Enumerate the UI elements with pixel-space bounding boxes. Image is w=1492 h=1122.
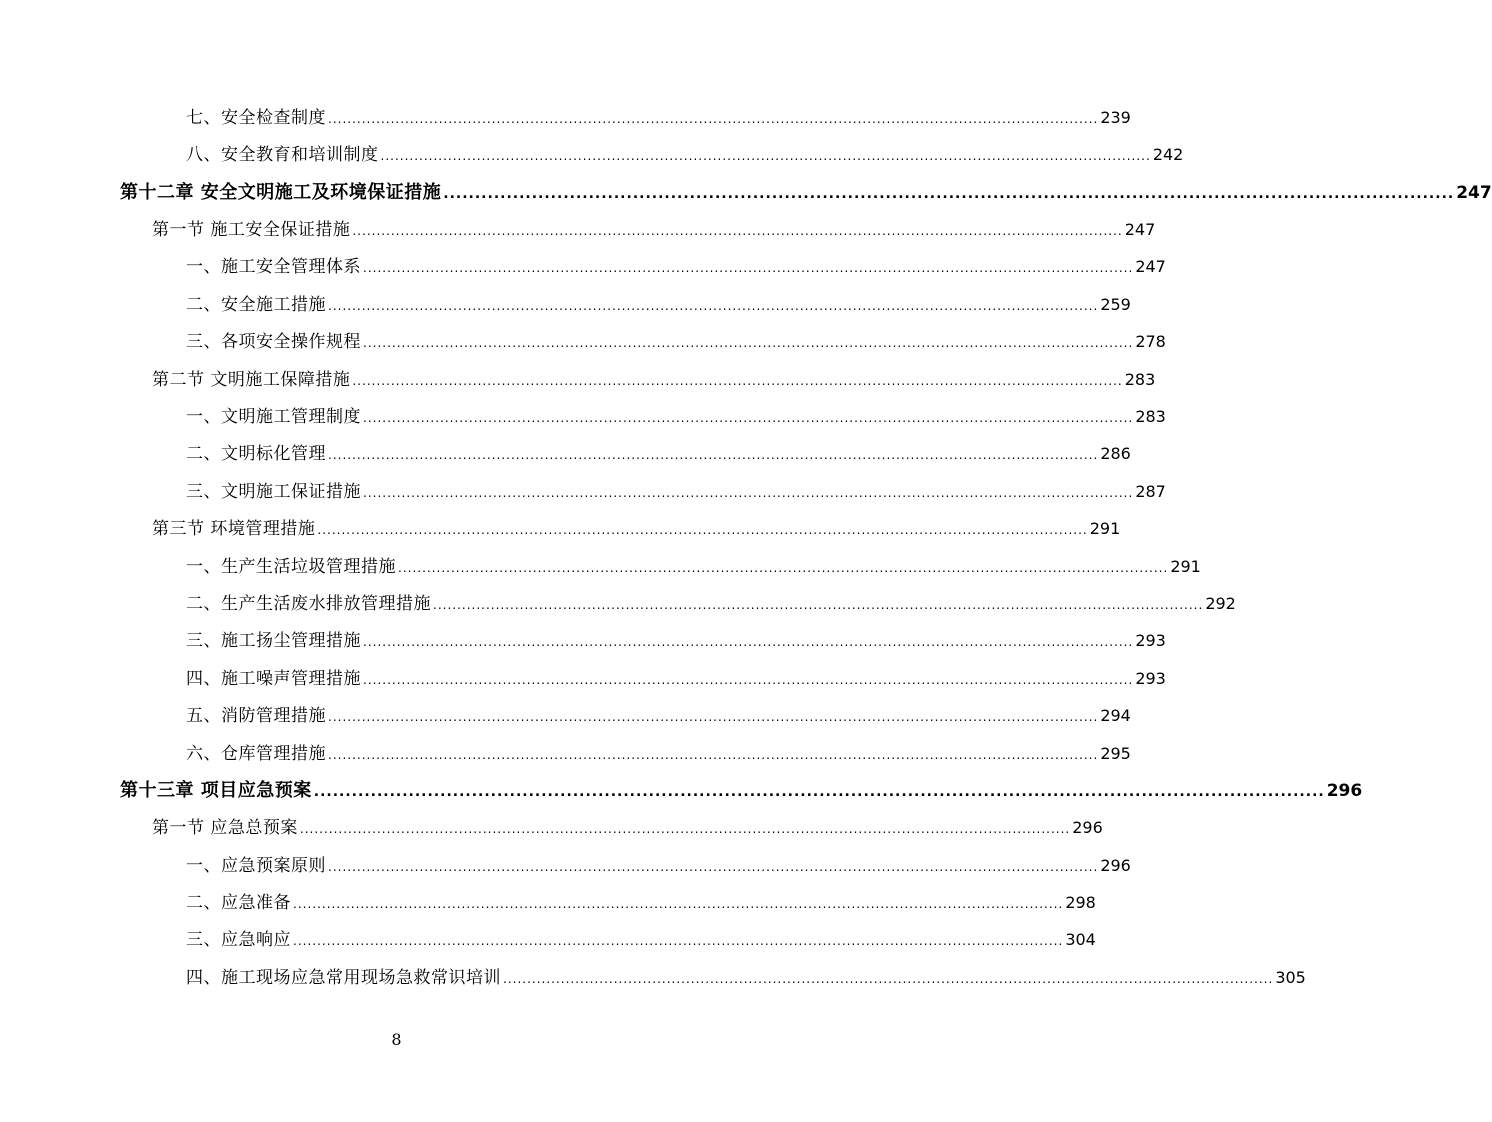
dot-leader: ................................................................................................................................................................: [433, 598, 1204, 612]
dot-leader: ................................................................................................................................................................: [293, 934, 1064, 948]
toc-entry-page: 242: [1152, 145, 1184, 164]
dot-leader: ................................................................................................................................................................: [352, 374, 1123, 388]
toc-entry[interactable]: [186, 480, 1166, 504]
toc-entry[interactable]: [186, 293, 1131, 317]
toc-chapter[interactable]: [120, 779, 1363, 803]
toc-entry-page: 295: [1100, 744, 1131, 763]
dot-leader: ................................................................................................................................................................: [352, 224, 1123, 238]
toc-entry[interactable]: [186, 891, 1096, 915]
toc-entry-label: 一、文明施工管理制度: [186, 407, 361, 427]
toc-entry-page: 259: [1100, 295, 1131, 314]
toc-entry-label: 第十三章 项目应急预案: [120, 780, 312, 801]
toc-entry[interactable]: [186, 704, 1131, 728]
toc-section[interactable]: [152, 218, 1156, 242]
toc-section[interactable]: [152, 368, 1156, 392]
dot-leader: ................................................................................................................................................................: [363, 336, 1134, 350]
toc-entry-page: 291: [1170, 557, 1201, 576]
toc-entry-label: 一、应急预案原则: [186, 856, 326, 876]
toc-entry-page: 239: [1100, 108, 1131, 127]
dot-leader: ................................................................................................................................................................: [328, 112, 1099, 126]
toc-entry-page: 296: [1100, 856, 1131, 875]
toc-entry-label: 五、消防管理措施: [186, 706, 326, 726]
toc-entry-page: 296: [1326, 781, 1363, 801]
toc-entry-page: 247: [1135, 257, 1166, 276]
toc-entry-page: 294: [1100, 706, 1131, 725]
toc-entry-label: 二、文明标化管理: [186, 444, 326, 464]
toc-entry[interactable]: [186, 742, 1131, 766]
dot-leader: ................................................................................................................................................................: [328, 860, 1099, 874]
toc-entry-page: 283: [1124, 370, 1156, 389]
toc-entry[interactable]: [186, 442, 1131, 466]
dot-leader: ................................................................................................................................................................: [380, 149, 1151, 163]
toc-entry-label: 三、文明施工保证措施: [186, 482, 361, 502]
dot-leader: ................................................................................................................................................................: [363, 635, 1134, 649]
dot-leader: ................................................................................................................................................................: [363, 411, 1134, 425]
toc-entry-page: 278: [1135, 332, 1166, 351]
toc-entry-label: 四、施工噪声管理措施: [186, 669, 361, 689]
toc-entry-label: 一、生产生活垃圾管理措施: [186, 557, 396, 577]
toc-entry-page: 304: [1065, 930, 1096, 949]
dot-leader: ................................................................................................................................................................: [398, 561, 1169, 575]
toc-entry-label: 第一节 应急总预案: [152, 818, 298, 838]
toc-entry[interactable]: [186, 255, 1166, 279]
dot-leader: ................................................................................................................................................................: [299, 822, 1071, 836]
toc-entry[interactable]: [186, 143, 1184, 167]
page-number: 8: [391, 1030, 402, 1049]
toc-entry-label: 一、施工安全管理体系: [186, 257, 361, 277]
toc-entry-label: 八、安全教育和培训制度: [186, 145, 379, 165]
toc-entry-label: 六、仓库管理措施: [186, 744, 326, 764]
toc-entry-page: 298: [1065, 893, 1096, 912]
toc-entry-label: 三、施工扬尘管理措施: [186, 631, 361, 651]
dot-leader: ................................................................................................................................................................: [328, 299, 1099, 313]
toc-entry-page: 292: [1205, 594, 1236, 613]
toc-entry-label: 三、应急响应: [186, 930, 291, 950]
dot-leader: ................................................................................................................................................................: [328, 448, 1099, 462]
dot-leader: ................................................................................................................................................................: [443, 186, 1455, 202]
dot-leader: ................................................................................................................................................................: [317, 523, 1088, 537]
toc-entry[interactable]: [186, 854, 1131, 878]
toc-entry[interactable]: [186, 667, 1166, 691]
dot-leader: ................................................................................................................................................................: [328, 748, 1099, 762]
toc-entry[interactable]: [186, 629, 1166, 653]
toc-entry-page: 247: [1124, 220, 1156, 239]
dot-leader: ................................................................................................................................................................: [503, 972, 1274, 986]
toc-entry-page: 283: [1135, 407, 1166, 426]
dot-leader: ................................................................................................................................................................: [293, 897, 1064, 911]
toc-entry-page: 286: [1100, 444, 1131, 463]
toc-entry-page: 287: [1135, 482, 1166, 501]
toc-entry-page: 293: [1135, 631, 1166, 650]
toc-entry-label: 二、生产生活废水排放管理措施: [186, 594, 431, 614]
toc-entry[interactable]: [186, 106, 1131, 130]
toc-entry[interactable]: [186, 555, 1201, 579]
toc-entry[interactable]: [186, 330, 1166, 354]
toc-entry[interactable]: [186, 966, 1306, 990]
toc-entry-page: 296: [1072, 818, 1103, 837]
toc-entry[interactable]: [186, 928, 1096, 952]
toc-entry-label: 四、施工现场应急常用现场急救常识培训: [186, 968, 501, 988]
toc-section[interactable]: [152, 816, 1103, 840]
toc-chapter[interactable]: [120, 181, 1492, 205]
toc-entry-label: 二、应急准备: [186, 893, 291, 913]
dot-leader: ................................................................................................................................................................: [363, 486, 1134, 500]
toc-entry-label: 第二节 文明施工保障措施: [152, 370, 351, 390]
dot-leader: ................................................................................................................................................................: [313, 784, 1325, 800]
toc-entry-label: 三、各项安全操作规程: [186, 332, 361, 352]
toc-entry-label: 二、安全施工措施: [186, 295, 326, 315]
toc-entry-label: 第一节 施工安全保证措施: [152, 220, 351, 240]
toc-entry-page: 293: [1135, 669, 1166, 688]
toc-entry-page: 305: [1275, 968, 1306, 987]
toc-entry[interactable]: [186, 405, 1166, 429]
dot-leader: ................................................................................................................................................................: [363, 261, 1134, 275]
toc-section[interactable]: [152, 517, 1121, 541]
dot-leader: ................................................................................................................................................................: [363, 673, 1134, 687]
toc-entry-label: 七、安全检查制度: [186, 108, 326, 128]
toc-entry-page: 247: [1456, 183, 1492, 203]
toc-entry-label: 第十二章 安全文明施工及环境保证措施: [120, 182, 442, 203]
toc-entry-label: 第三节 环境管理措施: [152, 519, 316, 539]
toc-entry[interactable]: [186, 592, 1236, 616]
toc-entry-page: 291: [1089, 519, 1121, 538]
dot-leader: ................................................................................................................................................................: [328, 710, 1099, 724]
